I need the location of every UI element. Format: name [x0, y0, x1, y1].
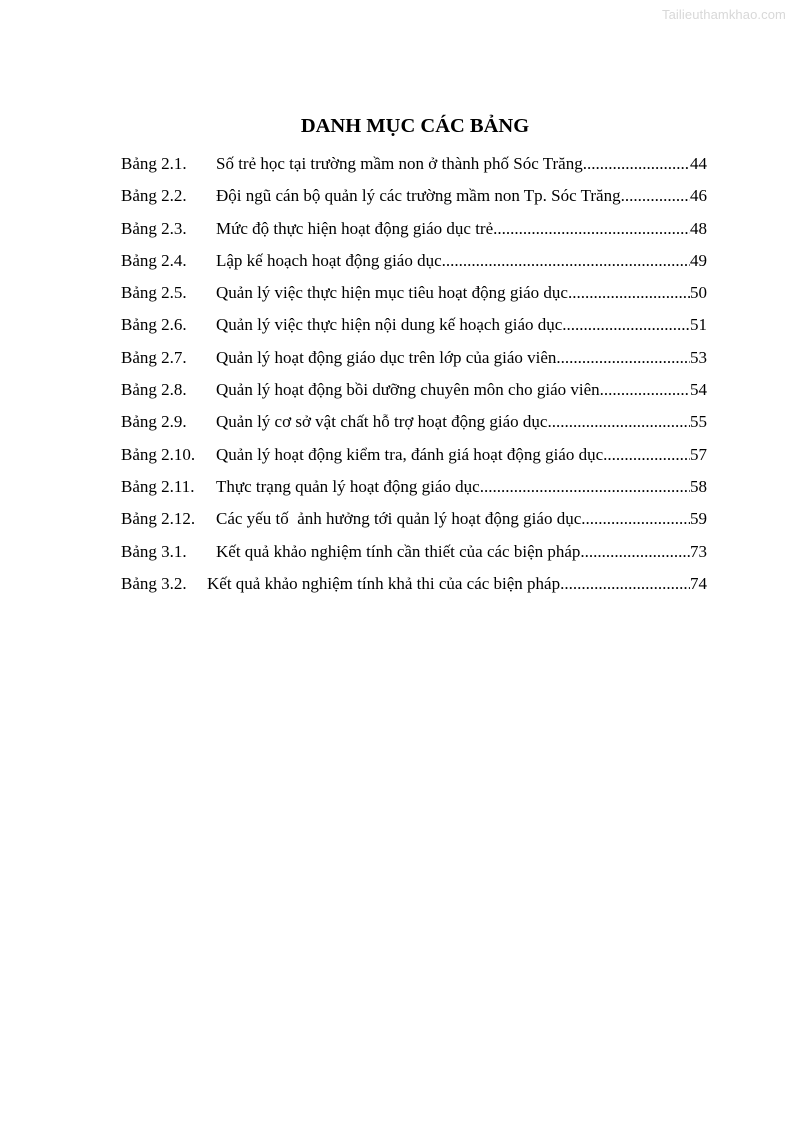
page-number: 59	[690, 509, 707, 529]
page-number: 73	[690, 541, 707, 561]
table-number: Bảng 2.6.	[121, 315, 187, 335]
dot-leader	[583, 148, 690, 180]
table-caption: Kết quả khảo nghiệm tính cần thiết của các biện pháp	[216, 541, 581, 561]
page-number: 55	[690, 412, 707, 432]
list-item	[121, 536, 707, 568]
page-number: 44	[690, 154, 707, 173]
list-item	[121, 309, 707, 341]
watermark: Tailieuthamkhao.com	[661, 7, 786, 22]
table-caption: Quản lý việc thực hiện mục tiêu hoạt động giáo dục	[216, 283, 568, 303]
page-number: 54	[690, 380, 707, 400]
list-item	[121, 406, 707, 438]
list-item	[121, 568, 707, 600]
list-item	[121, 245, 707, 277]
list-item	[121, 148, 707, 180]
list-item	[121, 374, 707, 406]
table-number: Bảng 2.9.	[121, 412, 187, 432]
dot-leader	[581, 503, 690, 535]
dot-leader	[580, 536, 690, 568]
list-item	[121, 213, 707, 245]
table-caption: Quản lý hoạt động kiểm tra, đánh giá hoạt động giáo dục	[216, 444, 604, 464]
table-caption: Quản lý hoạt động giáo dục trên lớp của giáo viên	[216, 347, 557, 367]
table-number: Bảng 2.5.	[121, 283, 187, 303]
table-caption: Số trẻ học tại trường mầm non ở thành phố Sóc Trăng	[216, 154, 583, 173]
page-number: 51	[690, 315, 707, 335]
table-number: Bảng 2.1.	[121, 154, 187, 173]
table-number: Bảng 2.11.	[121, 476, 195, 496]
table-caption: Mức độ thực hiện hoạt động giáo dục trẻ	[216, 218, 494, 238]
table-list	[121, 148, 707, 600]
table-number: Bảng 3.1.	[121, 541, 187, 561]
dot-leader	[603, 439, 690, 471]
dot-leader	[480, 471, 690, 503]
page-number: 74	[690, 573, 707, 593]
table-caption: Quản lý cơ sở vật chất hỗ trợ hoạt động giáo dục	[216, 412, 548, 432]
table-caption: Kết quả khảo nghiệm tính khả thi của các biện pháp	[207, 573, 561, 593]
dot-leader	[621, 180, 690, 212]
list-item	[121, 180, 707, 212]
table-number: Bảng 2.12.	[121, 509, 196, 529]
dot-leader	[493, 213, 690, 245]
page-number: 50	[690, 283, 707, 303]
table-number: Bảng 2.3.	[121, 218, 187, 238]
table-caption: Đội ngũ cán bộ quản lý các trường mầm non Tp. Sóc Trăng	[216, 186, 621, 206]
page-number: 46	[690, 186, 707, 206]
list-item	[121, 471, 707, 503]
table-caption: Quản lý việc thực hiện nội dung kế hoạch giáo dục	[216, 315, 563, 335]
page-number: 48	[690, 218, 707, 238]
page-number: 58	[690, 476, 707, 496]
page-title: DANH MỤC CÁC BẢNG	[300, 115, 530, 137]
table-number: Bảng 3.2.	[121, 573, 187, 593]
dot-leader	[556, 342, 690, 374]
dot-leader	[560, 568, 690, 600]
dot-leader	[600, 374, 690, 406]
table-caption: Lập kế hoạch hoạt động giáo dục	[216, 250, 442, 270]
table-caption: Các yếu tố ảnh hưởng tới quản lý hoạt động giáo dục	[216, 509, 582, 529]
dot-leader	[442, 245, 690, 277]
list-item	[121, 277, 707, 309]
table-number: Bảng 2.8.	[121, 380, 187, 400]
dot-leader	[568, 277, 690, 309]
table-number: Bảng 2.4.	[121, 250, 187, 270]
page-number: 49	[690, 250, 707, 270]
page-number: 53	[690, 347, 707, 367]
table-caption: Quản lý hoạt động bồi dưỡng chuyên môn cho giáo viên	[216, 380, 600, 400]
table-number: Bảng 2.10.	[121, 444, 196, 464]
dot-leader	[562, 309, 690, 341]
page-number: 57	[690, 444, 707, 464]
list-item	[121, 342, 707, 374]
table-number: Bảng 2.7.	[121, 347, 187, 367]
list-item	[121, 439, 707, 471]
list-item	[121, 503, 707, 535]
table-caption: Thực trạng quản lý hoạt động giáo dục	[216, 476, 480, 496]
table-number: Bảng 2.2.	[121, 186, 187, 206]
dot-leader	[547, 406, 690, 438]
